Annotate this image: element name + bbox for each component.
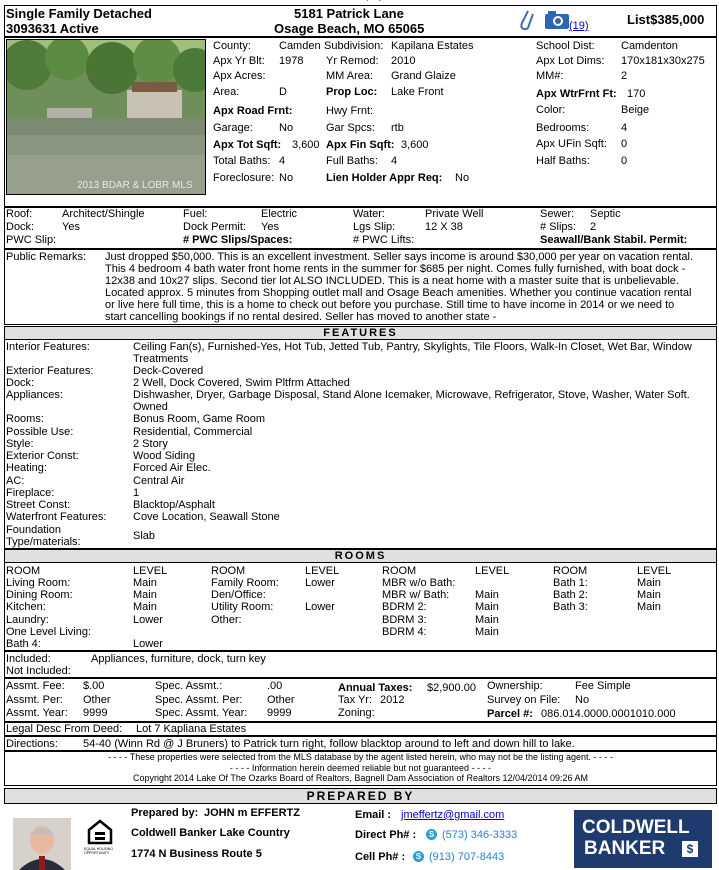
roof-label: Roof: <box>6 208 33 220</box>
road-frontage-label: Apx Road Frnt: <box>213 105 293 117</box>
coldwell-banker-logo <box>574 810 712 868</box>
room-name: MBR w/ Bath: <box>382 589 450 601</box>
legal-label: Legal Desc From Deed: <box>6 723 123 735</box>
feature-value: Owned <box>133 401 168 413</box>
feature-value: Central Air <box>133 475 185 487</box>
prepared-header: PREPARED BY <box>4 788 717 804</box>
dock-permit-label: Dock Permit: <box>183 221 246 233</box>
assmt-fee-value: $.00 <box>83 680 105 692</box>
room-level: Main <box>637 589 661 601</box>
company-name: Coldwell Banker Lake Country <box>131 827 290 839</box>
water-label: Water: <box>353 208 385 220</box>
subdivision-label: Subdivision: <box>324 40 384 52</box>
remarks-line: This 4 bedroom 4 bath water front home rents in the summer for $685 per night. Comes fully furnished, with boat dock - <box>105 263 686 275</box>
room-name: Utility Room: <box>211 601 274 613</box>
legal-value: Lot 7 Kapliana Estates <box>136 723 247 735</box>
lot-dims-label: Apx Lot Dims: <box>536 55 605 67</box>
skype-icon[interactable]: S <box>413 851 424 862</box>
dock-label: Dock: <box>6 221 35 233</box>
rooms-box <box>4 562 717 651</box>
email-link[interactable]: jmeffertz@gmail.com <box>401 809 505 821</box>
fuel-label: Fuel: <box>183 208 208 220</box>
room-name: Laundry: <box>6 614 49 626</box>
feature-value: 2 Story <box>133 438 168 450</box>
feature-label: Exterior Features: <box>6 365 94 377</box>
fuel-value: Electric <box>261 208 298 220</box>
room-name: Living Room: <box>6 577 71 589</box>
room-level: Main <box>475 589 499 601</box>
features-box <box>4 339 717 549</box>
school-value: Camdenton <box>621 40 678 52</box>
logo-line1: COLDWELL <box>582 817 690 838</box>
spec-assmt-year-value: 9999 <box>267 707 292 719</box>
company-address: 1774 N Business Route 5 <box>131 848 262 860</box>
bedrooms-label: Bedrooms: <box>536 122 590 134</box>
mm-area-value: Grand Glaize <box>391 70 456 82</box>
total-baths-label: Total Baths: <box>213 155 271 167</box>
room-name: BDRM 2: <box>382 601 427 613</box>
lgs-slip-value: 12 X 38 <box>425 221 463 233</box>
room-name: Family Room: <box>211 577 279 589</box>
feature-label: Possible Use: <box>6 426 74 438</box>
list-price: List$385,000 <box>627 12 705 27</box>
slips-label: # Slips: <box>540 221 577 233</box>
rooms-header: ROOMS <box>4 549 717 563</box>
pwc-slips-spaces-label: # PWC Slips/Spaces: <box>183 234 293 246</box>
feature-label: Appliances: <box>6 389 63 401</box>
room-level: Main <box>133 601 157 613</box>
feature-label: Interior Features: <box>6 341 90 353</box>
foreclosure-value: No <box>279 172 294 184</box>
room-name: Bath 3: <box>553 601 588 613</box>
mm-number-label: MM#: <box>536 70 564 82</box>
room-name: Bath 2: <box>553 589 588 601</box>
remarks-line: 12x38 and 10x27 slips. Second tier lot ALSO INCLUDED. This is a neat home with a master suite that is unbelievable. <box>105 275 679 287</box>
assmt-per-value: Other <box>83 694 111 706</box>
feature-value: 1 <box>133 487 140 499</box>
feature-value: Ceiling Fan(s), Furnished-Yes, Hot Tub, Jetted Tub, Pantry, Skylights, Tile Floors, Walk-In Closet, Wet Bar, Window <box>133 341 692 353</box>
feature-label: Street Const: <box>6 499 71 511</box>
feature-value: Residential, Commercial <box>133 426 253 438</box>
rooms-col-header: LEVEL <box>475 565 510 577</box>
address-line1: 5181 Patrick Lane <box>294 6 404 21</box>
full-baths-label: Full Baths: <box>326 155 378 167</box>
ownership-value: Fee Simple <box>575 680 631 692</box>
direct-phone-label: Direct Ph# : <box>355 829 417 841</box>
room-level: Main <box>475 601 499 613</box>
total-sqft-label: Apx Tot Sqft: <box>213 139 282 151</box>
rooms-col-header: ROOM <box>6 565 41 577</box>
pwc-lifts-label: # PWC Lifts: <box>353 234 415 246</box>
room-name: BDRM 3: <box>382 614 427 626</box>
mm-number-value: 2 <box>621 70 628 82</box>
disclaimer-line2: - - - - Information herein deemed reliable but not guaranteed - - - - <box>229 763 492 773</box>
lien-holder-value: No <box>455 172 470 184</box>
room-level: Main <box>637 601 661 613</box>
room-name: One Level Living: <box>6 626 91 638</box>
acres-label: Apx Acres: <box>213 70 266 82</box>
color-label: Color: <box>536 104 566 116</box>
spec-assmt-per-label: Spec. Assmt. Per: <box>155 694 243 706</box>
skype-icon[interactable]: S <box>426 829 437 840</box>
feature-label: Heating: <box>6 462 47 474</box>
year-remod-label: Yr Remod: <box>326 55 379 67</box>
remarks-line: or live here full time, this is a home to check out before you purchase. Still time to have income in 2014 or we need to <box>105 299 675 311</box>
spec-assmt-per-value: Other <box>267 694 295 706</box>
rooms-col-header: ROOM <box>382 565 417 577</box>
county-label: County: <box>213 40 251 52</box>
zoning-label: Zoning: <box>338 707 375 719</box>
assmt-year-value: 9999 <box>83 707 108 719</box>
annual-taxes-value: $2,900.00 <box>427 682 476 694</box>
tax-year-value: 2012 <box>380 694 405 706</box>
room-name: Den/Office: <box>211 589 266 601</box>
room-level: Lower <box>133 638 163 650</box>
customer-display-caption <box>312 0 383 1</box>
water-frontage-label: Apx WtrFrnt Ft: <box>536 88 617 100</box>
agent-photo <box>13 818 71 870</box>
remarks-label: Public Remarks: <box>6 251 87 263</box>
room-level: Main <box>637 577 661 589</box>
year-built-value: 1978 <box>279 55 304 67</box>
area-label: Area: <box>213 86 240 98</box>
logo-mark-icon: $ <box>682 841 698 857</box>
feature-value: 2 Well, Dock Covered, Swim Pltfrm Attached <box>133 377 350 389</box>
room-level: Lower <box>305 601 335 613</box>
room-name: Kitchen: <box>6 601 46 613</box>
feature-value: Dishwasher, Dryer, Garbage Disposal, Stand Alone Icemaker, Microwave, Refrigerator, Stove, Washer, Water Soft. <box>133 389 690 401</box>
feature-label: AC: <box>6 475 25 487</box>
features-header: FEATURES <box>4 326 717 340</box>
parcel-label: Parcel #: <box>487 708 533 720</box>
room-name: Other: <box>211 614 242 626</box>
dock-permit-value: Yes <box>261 221 279 233</box>
room-name: Bath 4: <box>6 638 41 650</box>
property-photo[interactable] <box>6 39 206 195</box>
remarks-line: Located approx. 5 minutes from Shopping outlet mall and Osage Beach amenities. Whether you continue vacation rental <box>105 287 692 299</box>
feature-value: Cove Location, Seawall Stone <box>133 511 280 523</box>
sewer-label: Sewer: <box>540 208 575 220</box>
survey-label: Survey on File: <box>487 694 561 706</box>
prop-loc-value: Lake Front <box>391 86 444 98</box>
prepared-by-label: Prepared by: <box>131 807 199 819</box>
ownership-label: Ownership: <box>487 680 543 692</box>
rooms-col-header: LEVEL <box>637 565 672 577</box>
feature-label: Rooms: <box>6 413 44 425</box>
feature-value: Slab <box>133 530 156 542</box>
garage-spaces-value: rtb <box>391 122 404 134</box>
feature-value: Deck-Covered <box>133 365 204 377</box>
prop-loc-label: Prop Loc: <box>326 86 378 98</box>
tax-year-label: Tax Yr: <box>338 694 373 706</box>
assmt-fee-label: Assmt. Fee: <box>6 680 65 692</box>
not-included-label: Not Included: <box>6 665 71 677</box>
feature-label: Dock: <box>6 377 35 389</box>
logo-line2: BANKER <box>584 838 666 859</box>
feature-label: Foundation <box>6 524 62 536</box>
photo-count-link[interactable]: (19) <box>569 20 589 32</box>
room-level: Lower <box>133 614 163 626</box>
total-baths-value: 4 <box>279 155 286 167</box>
disclaimer-line1: - - - - These properties were selected from the MLS database by the agent listed herein, who may not be the listing agent. - - - - <box>107 752 614 762</box>
dock-value: Yes <box>62 221 80 233</box>
room-name: MBR w/o Bath: <box>382 577 456 589</box>
unfinished-sqft-value: 0 <box>621 138 628 150</box>
finished-sqft-value: 3,600 <box>401 139 429 151</box>
room-name: BDRM 4: <box>382 626 427 638</box>
photo-watermark: 2013 BDAR & LOBR MLS <box>77 180 193 191</box>
rooms-col-header: ROOM <box>211 565 246 577</box>
half-baths-value: 0 <box>621 155 628 167</box>
agent-name: JOHN m EFFERTZ <box>204 807 300 819</box>
total-sqft-value: 3,600 <box>292 139 320 151</box>
feature-label: Style: <box>6 438 34 450</box>
year-remod-value: 2010 <box>391 55 416 67</box>
sewer-value: Septic <box>590 208 621 220</box>
assmt-year-label: Assmt. Year: <box>6 707 68 719</box>
year-built-label: Apx Yr Blt: <box>213 55 265 67</box>
full-baths-value: 4 <box>391 155 398 167</box>
room-level: Main <box>133 577 157 589</box>
property-type: Single Family Detached <box>6 6 152 21</box>
room-name: Bath 1: <box>553 577 588 589</box>
foreclosure-label: Foreclosure: <box>213 172 275 184</box>
garage-value: No <box>279 122 294 134</box>
equal-housing-icon <box>86 818 114 849</box>
seawall-permit-label: Seawall/Bank Stabil. Permit: <box>540 234 688 246</box>
remarks-line: start cancelling bookings if no rental desired. Seller has moved to another state - <box>105 311 497 323</box>
subdivision-value: Kapilana Estates <box>391 40 474 52</box>
direct-phone-value[interactable]: (573) 346-3333 <box>442 829 518 841</box>
camera-icon[interactable] <box>544 10 570 33</box>
half-baths-label: Half Baths: <box>536 155 590 167</box>
rooms-col-header: LEVEL <box>133 565 168 577</box>
color-value: Beige <box>621 104 650 116</box>
assmt-per-label: Assmt. Per: <box>6 694 63 706</box>
included-label: Included: <box>6 653 51 665</box>
spec-assmt-year-label: Spec. Assmt. Year: <box>155 707 248 719</box>
spec-assmt-label: Spec. Assmt.: <box>155 680 223 692</box>
equal-housing-text: EQUAL HOUSING OPPORTUNITY <box>84 847 114 855</box>
directions-label: Directions: <box>6 738 58 750</box>
included-value: Appliances, furniture, dock, turn key <box>91 653 266 665</box>
room-name: Dining Room: <box>6 589 73 601</box>
address-line2: Osage Beach, MO 65065 <box>274 21 425 36</box>
spec-assmt-value: .00 <box>267 680 283 692</box>
roof-value: Architect/Shingle <box>62 208 145 220</box>
finished-sqft-label: Apx Fin Sqft: <box>326 139 395 151</box>
water-value: Private Well <box>425 208 484 220</box>
room-level: Main <box>475 614 499 626</box>
feature-label: Type/materials: <box>6 536 81 548</box>
mls-status: 3093631 Active <box>6 21 99 36</box>
lgs-slip-label: Lgs Slip: <box>353 221 396 233</box>
room-level: Main <box>133 589 157 601</box>
garage-spaces-label: Gar Spcs: <box>326 122 375 134</box>
rooms-col-header: LEVEL <box>305 565 340 577</box>
feature-value: Forced Air Elec. <box>133 462 211 474</box>
garage-label: Garage: <box>213 122 253 134</box>
parcel-value: 086.014.0000.0001010.000 <box>541 708 676 720</box>
school-label: School Dist: <box>536 40 595 52</box>
pwc-slip-label: PWC Slip: <box>6 234 57 246</box>
hwy-frontage-label: Hwy Frnt: <box>326 105 374 117</box>
lien-holder-label: Lien Holder Appr Req: <box>326 172 443 184</box>
email-label: Email : <box>355 809 392 821</box>
area-value: D <box>279 86 287 98</box>
remarks-line: Just dropped $50,000. This is an excellent investment. Seller says income is around $30,000 per year on vacation rental. <box>105 251 694 263</box>
room-level: Lower <box>305 577 335 589</box>
water-frontage-value: 170 <box>627 88 646 100</box>
feature-value: Bonus Room, Game Room <box>133 413 266 425</box>
bedrooms-value: 4 <box>621 122 628 134</box>
feature-label: Fireplace: <box>6 487 55 499</box>
copyright: Copyright 2014 Lake Of The Ozarks Board of Realtors, Bagnell Dam Association of Realtors 12/04/2014 09:26 AM <box>132 773 589 783</box>
annual-taxes-label: Annual Taxes: <box>338 682 413 694</box>
directions-value: 54-40 (Winn Rd @ J Bruners) to Patrick turn right, follow blacktop around to left and down hill to lake. <box>83 738 575 750</box>
county-value: Camden <box>279 40 321 52</box>
mm-area-label: MM Area: <box>326 70 374 82</box>
paperclip-icon[interactable] <box>518 8 534 35</box>
room-level: Main <box>475 626 499 638</box>
feature-label: Waterfront Features: <box>6 511 107 523</box>
feature-value: Blacktop/Asphalt <box>133 499 215 511</box>
unfinished-sqft-label: Apx UFin Sqft: <box>536 138 607 150</box>
cell-phone-label: Cell Ph# : <box>355 851 406 863</box>
rooms-col-header: ROOM <box>553 565 588 577</box>
survey-value: No <box>575 694 590 706</box>
cell-phone-value[interactable]: (913) 707-8443 <box>429 851 505 863</box>
feature-label: Exterior Const: <box>6 450 79 462</box>
lot-dims-value: 170x181x30x275 <box>621 55 705 67</box>
feature-value: Wood Siding <box>133 450 196 462</box>
feature-value: Treatments <box>133 353 189 365</box>
slips-value: 2 <box>590 221 597 233</box>
